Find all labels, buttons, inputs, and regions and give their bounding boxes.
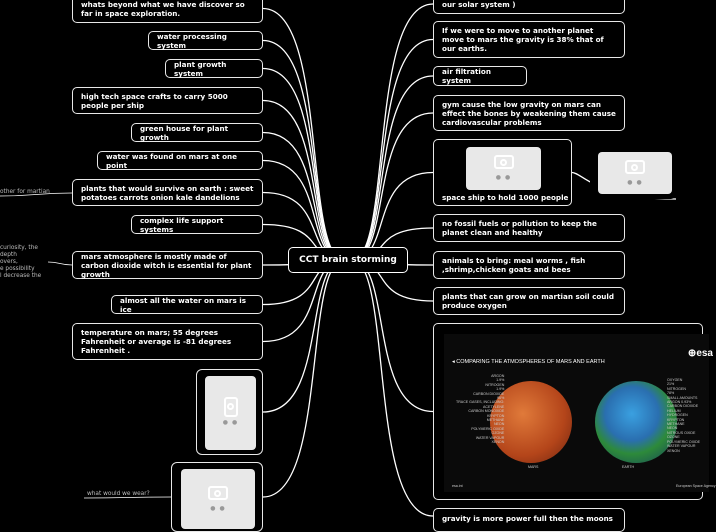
topic-text: air filtration system	[442, 67, 491, 85]
connector	[352, 113, 433, 260]
gas-label: XENON	[667, 448, 680, 453]
gas-label: OZONE	[491, 431, 505, 436]
camera-icon	[494, 155, 514, 169]
topic-node[interactable]	[131, 123, 263, 142]
edge-note-line: curiosity, the	[0, 245, 38, 251]
infographic-footer-left: esa.int	[452, 484, 463, 488]
topic-text: complex life support systems	[140, 215, 224, 234]
topic-node[interactable]	[433, 95, 625, 131]
gas-label: POLYMERIC OXIDE	[471, 426, 505, 431]
connector	[352, 260, 433, 516]
topic-node[interactable]	[433, 66, 527, 86]
gas-label: 1.9%	[496, 387, 505, 392]
gas-label: OZONE	[667, 435, 680, 440]
connector	[352, 260, 433, 412]
topic-text: animals to bring: meal worms , fish ,shrimp,chicken goats and bees	[442, 256, 586, 274]
gas-label: KRYPTON	[667, 417, 685, 422]
image-placeholder	[466, 147, 541, 190]
gas-label: WATER VAPOUR	[667, 444, 696, 449]
topic-text: almost all the water on mars is ice	[120, 295, 246, 314]
topic-text: gravity is more power full then the moons	[442, 514, 613, 523]
gas-label: WATER VAPOUR	[475, 435, 505, 440]
topic-text: space ship to hold 1000 people	[442, 193, 569, 202]
gas-label: OXYGEN	[667, 378, 683, 382]
image-placeholder	[205, 376, 256, 450]
esa-logo: ⊕esa	[687, 348, 713, 359]
gas-label: 78%	[667, 391, 675, 396]
topic-node[interactable]	[433, 139, 572, 206]
infographic-node[interactable]	[433, 323, 716, 500]
image-node[interactable]	[590, 149, 676, 199]
edge-note: what would we wear?	[87, 491, 150, 497]
topic-node[interactable]	[72, 251, 263, 279]
placeholder-dots: ● ●	[222, 418, 239, 426]
gas-label: NEON	[493, 422, 505, 427]
topic-text: high tech space crafts to carry 5000 people per ship	[81, 91, 228, 110]
topic-node[interactable]	[97, 151, 263, 170]
edge-note: other for martian	[0, 189, 50, 195]
gas-label: NEON	[667, 426, 678, 431]
connector	[352, 76, 433, 260]
camera-icon	[625, 160, 645, 174]
gas-label: NITROGEN	[667, 386, 686, 391]
edge-note-line: depth	[0, 252, 17, 258]
topic-node[interactable]	[111, 295, 263, 314]
topic-node[interactable]	[165, 59, 263, 78]
gas-label: NITROUS OXIDE	[667, 430, 696, 435]
topic-node[interactable]	[433, 214, 625, 242]
image-node[interactable]	[171, 462, 263, 532]
topic-text: green house for plant growth	[140, 123, 229, 142]
infographic-footer-right: European Space Agency	[676, 484, 716, 488]
topic-node[interactable]	[433, 251, 625, 279]
gas-label: POLYMERIC OXIDE	[667, 439, 701, 444]
central-topic[interactable]	[288, 247, 408, 273]
image-placeholder	[181, 469, 255, 529]
topic-text: our solar system )	[442, 0, 516, 9]
topic-text: plants that would survive on earth : sweet potatoes carrots onion kale dandelions	[81, 183, 254, 202]
placeholder-dots: ● ●	[627, 178, 643, 186]
connector	[263, 260, 344, 412]
gas-label: CARBON DIOXIDE	[473, 391, 505, 396]
gas-label: CARBON MONOXIDE	[468, 409, 505, 414]
central-topic-label: CCT brain storming	[299, 255, 397, 265]
edge-note-line: overs,	[0, 259, 18, 265]
camera-icon	[208, 486, 228, 500]
topic-text: water was found on mars at one point	[106, 151, 238, 170]
infographic-title: ◂ COMPARING THE ATMOSPHERES OF MARS AND EARTH	[452, 359, 605, 365]
gas-label: KRYPTON	[487, 413, 505, 418]
topic-text: gym cause the low gravity on mars can effect the bones by weakening them cause cardiovascular problems	[442, 99, 616, 127]
mars-gas-labels	[456, 374, 504, 445]
topic-node[interactable]	[72, 0, 263, 23]
infographic-image	[444, 334, 716, 492]
earth-caption: EARTH	[622, 465, 635, 469]
topic-text: no fossil fuels or pollution to keep the planet clean and healthy	[442, 219, 597, 237]
earth-planet	[595, 381, 677, 463]
gas-label: ACETYLENE	[482, 404, 505, 409]
connector	[48, 262, 72, 265]
edge-note	[0, 245, 41, 280]
image-placeholder	[598, 152, 672, 194]
topic-text: water processing system	[157, 31, 227, 50]
gas-label: SMALL AMOUNTS	[667, 395, 698, 400]
topic-node[interactable]	[433, 21, 625, 58]
edge-note-line: e possibility	[0, 266, 35, 272]
topic-node[interactable]	[131, 215, 263, 234]
gas-label: METHANE	[486, 418, 505, 423]
camera-icon	[224, 397, 238, 417]
gas-label: 21%	[667, 382, 675, 387]
gas-label: HYDROGEN	[667, 413, 688, 418]
connector	[263, 101, 344, 261]
topic-node[interactable]	[72, 87, 263, 114]
gas-label: CARBON DIOXIDE	[667, 404, 699, 409]
earth-gas-labels	[667, 378, 700, 453]
edge-note-line: l decrease the	[0, 273, 42, 279]
connector	[263, 133, 344, 261]
mars-caption: MARS	[528, 465, 539, 469]
topic-text: plants that can grow on martian soil could produce oxygen	[442, 292, 615, 310]
gas-label: TRACE GASES, INCLUDING:	[456, 400, 505, 405]
topic-text: temperature on mars; 55 degrees Fahrenheit or average is -81 degrees Fahrenheit .	[81, 328, 232, 355]
topic-node[interactable]	[72, 323, 263, 360]
image-node[interactable]	[196, 369, 263, 455]
placeholder-dots: ● ●	[495, 174, 512, 181]
gas-label: XENON	[491, 440, 505, 445]
gas-label: HELIUM	[667, 408, 681, 413]
topic-node[interactable]	[72, 179, 263, 206]
topic-node[interactable]	[148, 31, 263, 50]
gas-label: ARGON 0.93%	[667, 400, 692, 405]
gas-label: METHANE	[667, 422, 685, 427]
topic-text: If we were to move to another planet move to mars the gravity is 38% that of our earths.	[442, 26, 604, 53]
placeholder-dots: ● ●	[210, 504, 226, 512]
topic-node[interactable]	[433, 508, 625, 532]
gas-label: 1.9%	[496, 378, 505, 383]
gas-label: 96%	[497, 396, 505, 401]
connector	[263, 260, 344, 497]
gas-label: NITROGEN	[485, 382, 505, 387]
topic-text: plant growth system	[174, 59, 227, 78]
gas-label: ARGON	[491, 374, 505, 378]
topic-node[interactable]	[433, 287, 625, 315]
topic-node[interactable]	[433, 0, 625, 14]
topic-text: mars atmosphere is mostly made of carbon dioxide witch is essential for plant growth	[81, 251, 252, 279]
topic-text: whats beyond what we have discover so far in space exploration.	[81, 0, 245, 18]
